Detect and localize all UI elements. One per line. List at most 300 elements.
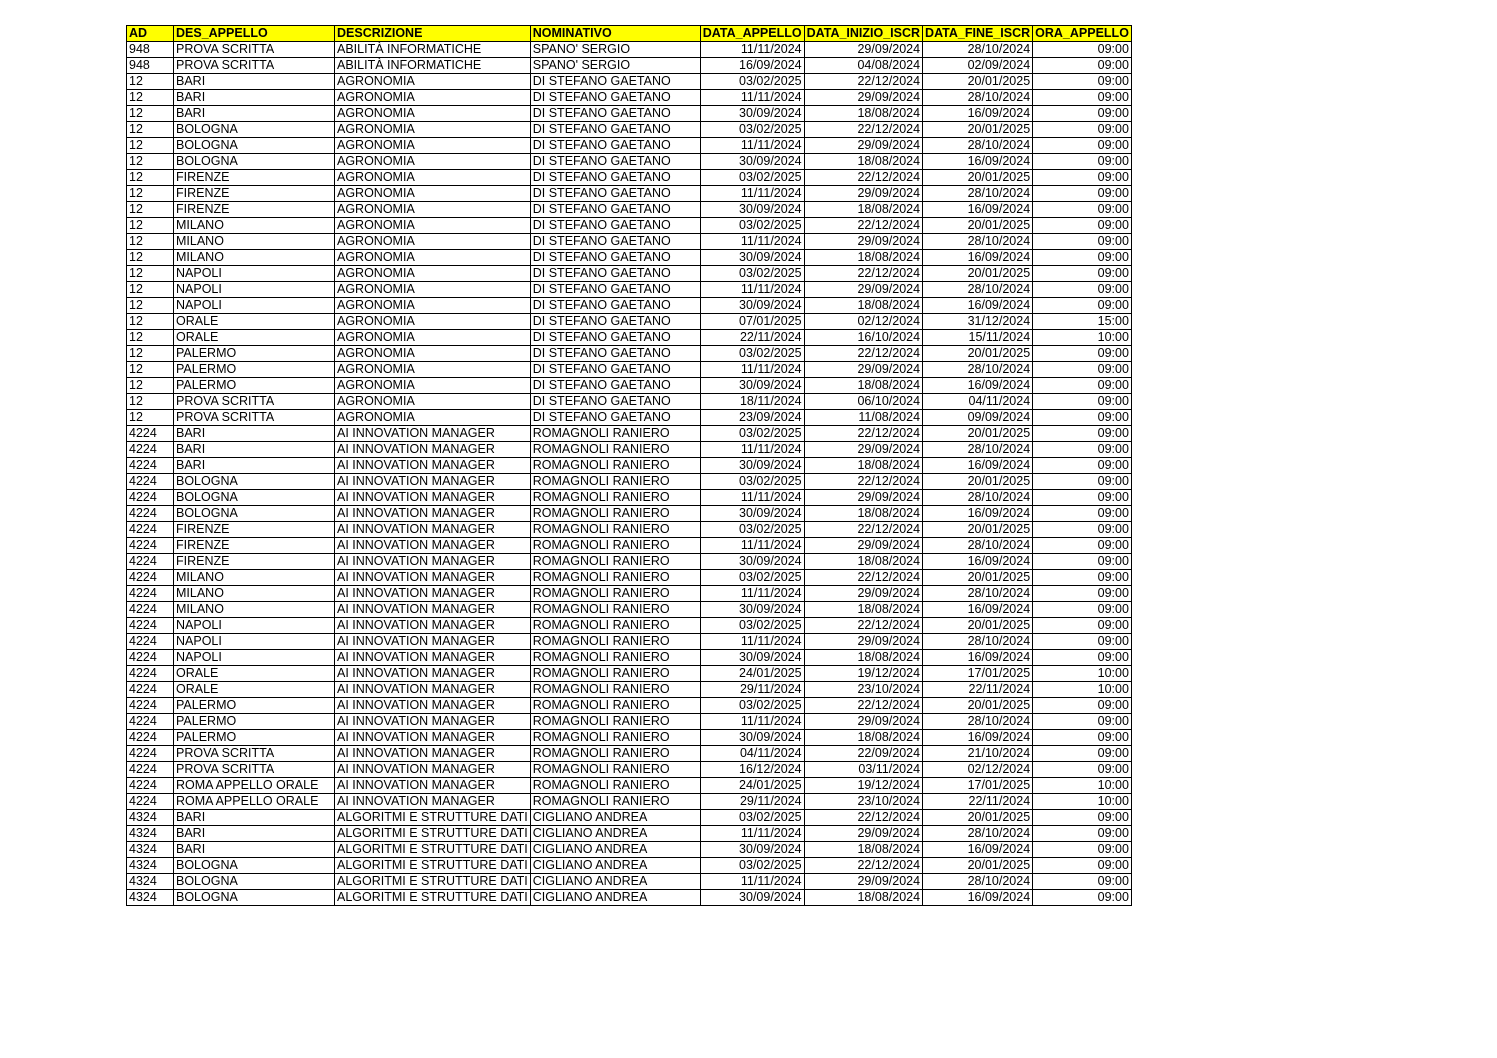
- des-appello-cell: MILANO: [174, 602, 335, 618]
- ad-cell: 12: [127, 394, 174, 410]
- ora-appello-cell: 09:00: [1033, 410, 1132, 426]
- data-inizio-iscr-cell: 18/08/2024: [804, 378, 922, 394]
- ora-appello-cell: 09:00: [1033, 362, 1132, 378]
- data-inizio-iscr-cell: 29/09/2024: [804, 442, 922, 458]
- ora-appello-cell: 09:00: [1033, 42, 1132, 58]
- ora-appello-cell: 09:00: [1033, 522, 1132, 538]
- des-appello-cell: PROVA SCRITTA: [174, 394, 335, 410]
- ora-appello-cell: 09:00: [1033, 842, 1132, 858]
- data-appello-cell: 03/02/2025: [700, 74, 804, 90]
- table-row: [127, 474, 1132, 490]
- des-appello-cell: BOLOGNA: [174, 154, 335, 170]
- ora-appello-cell: 09:00: [1033, 490, 1132, 506]
- table-row: [127, 74, 1132, 90]
- descrizione-cell: AI INNOVATION MANAGER: [335, 634, 531, 650]
- ora-appello-cell: 10:00: [1033, 666, 1132, 682]
- des-appello-cell: PROVA SCRITTA: [174, 58, 335, 74]
- data-appello-cell: 11/11/2024: [700, 538, 804, 554]
- data-fine-iscr-cell: 28/10/2024: [923, 186, 1033, 202]
- data-inizio-iscr-cell: 22/12/2024: [804, 426, 922, 442]
- des-appello-cell: BARI: [174, 426, 335, 442]
- data-fine-iscr-cell: 28/10/2024: [923, 442, 1033, 458]
- descrizione-cell: ABILITÀ INFORMATICHE: [335, 58, 531, 74]
- ad-cell: 4224: [127, 586, 174, 602]
- data-inizio-iscr-cell: 18/08/2024: [804, 154, 922, 170]
- data-fine-iscr-cell: 02/12/2024: [923, 762, 1033, 778]
- table-row: [127, 506, 1132, 522]
- nominativo-cell: DI STEFANO GAETANO: [530, 154, 700, 170]
- data-appello-cell: 30/09/2024: [700, 250, 804, 266]
- data-inizio-iscr-cell: 11/08/2024: [804, 410, 922, 426]
- des-appello-cell: NAPOLI: [174, 650, 335, 666]
- nominativo-cell: SPANO' SERGIO: [530, 58, 700, 74]
- data-fine-iscr-cell: 28/10/2024: [923, 586, 1033, 602]
- data-inizio-iscr-cell: 03/11/2024: [804, 762, 922, 778]
- data-fine-iscr-cell: 28/10/2024: [923, 138, 1033, 154]
- ad-cell: 4224: [127, 730, 174, 746]
- table-row: [127, 170, 1132, 186]
- ora-appello-cell: 09:00: [1033, 234, 1132, 250]
- data-inizio-iscr-cell: 29/09/2024: [804, 490, 922, 506]
- table-row: [127, 314, 1132, 330]
- data-appello-cell: 18/11/2024: [700, 394, 804, 410]
- des-appello-cell: NAPOLI: [174, 634, 335, 650]
- table-row: [127, 266, 1132, 282]
- ora-appello-cell: 09:00: [1033, 138, 1132, 154]
- ad-cell: 4224: [127, 570, 174, 586]
- data-inizio-iscr-cell: 18/08/2024: [804, 458, 922, 474]
- data-inizio-iscr-cell: 29/09/2024: [804, 714, 922, 730]
- col-header-des-appello: DES_APPELLO: [174, 26, 335, 42]
- ad-cell: 12: [127, 250, 174, 266]
- des-appello-cell: FIRENZE: [174, 186, 335, 202]
- descrizione-cell: AI INNOVATION MANAGER: [335, 554, 531, 570]
- data-fine-iscr-cell: 16/09/2024: [923, 106, 1033, 122]
- ad-cell: 12: [127, 282, 174, 298]
- ora-appello-cell: 09:00: [1033, 442, 1132, 458]
- table-row: [127, 650, 1132, 666]
- ad-cell: 12: [127, 330, 174, 346]
- table-row: [127, 762, 1132, 778]
- data-appello-cell: 30/09/2024: [700, 554, 804, 570]
- descrizione-cell: AGRONOMIA: [335, 234, 531, 250]
- ora-appello-cell: 09:00: [1033, 250, 1132, 266]
- nominativo-cell: ROMAGNOLI RANIERO: [530, 746, 700, 762]
- data-inizio-iscr-cell: 18/08/2024: [804, 650, 922, 666]
- ora-appello-cell: 09:00: [1033, 650, 1132, 666]
- data-inizio-iscr-cell: 29/09/2024: [804, 234, 922, 250]
- data-fine-iscr-cell: 28/10/2024: [923, 634, 1033, 650]
- des-appello-cell: PALERMO: [174, 362, 335, 378]
- col-header-descrizione: DESCRIZIONE: [335, 26, 531, 42]
- data-appello-cell: 11/11/2024: [700, 442, 804, 458]
- ora-appello-cell: 09:00: [1033, 602, 1132, 618]
- nominativo-cell: CIGLIANO ANDREA: [530, 874, 700, 890]
- descrizione-cell: AGRONOMIA: [335, 346, 531, 362]
- ora-appello-cell: 09:00: [1033, 810, 1132, 826]
- data-inizio-iscr-cell: 18/08/2024: [804, 842, 922, 858]
- data-fine-iscr-cell: 15/11/2024: [923, 330, 1033, 346]
- data-inizio-iscr-cell: 19/12/2024: [804, 666, 922, 682]
- ad-cell: 4324: [127, 874, 174, 890]
- nominativo-cell: ROMAGNOLI RANIERO: [530, 666, 700, 682]
- data-appello-cell: 03/02/2025: [700, 810, 804, 826]
- data-appello-cell: 03/02/2025: [700, 266, 804, 282]
- data-appello-cell: 11/11/2024: [700, 42, 804, 58]
- descrizione-cell: AI INNOVATION MANAGER: [335, 538, 531, 554]
- nominativo-cell: ROMAGNOLI RANIERO: [530, 426, 700, 442]
- table-row: [127, 858, 1132, 874]
- data-fine-iscr-cell: 16/09/2024: [923, 730, 1033, 746]
- ora-appello-cell: 09:00: [1033, 266, 1132, 282]
- ad-cell: 4224: [127, 474, 174, 490]
- ad-cell: 4324: [127, 826, 174, 842]
- nominativo-cell: DI STEFANO GAETANO: [530, 362, 700, 378]
- descrizione-cell: AI INNOVATION MANAGER: [335, 730, 531, 746]
- data-inizio-iscr-cell: 22/12/2024: [804, 810, 922, 826]
- table-row: [127, 570, 1132, 586]
- data-fine-iscr-cell: 28/10/2024: [923, 42, 1033, 58]
- nominativo-cell: CIGLIANO ANDREA: [530, 810, 700, 826]
- data-appello-cell: 03/02/2025: [700, 426, 804, 442]
- ad-cell: 12: [127, 362, 174, 378]
- ora-appello-cell: 09:00: [1033, 346, 1132, 362]
- data-appello-cell: 03/02/2025: [700, 522, 804, 538]
- descrizione-cell: AGRONOMIA: [335, 378, 531, 394]
- ora-appello-cell: 09:00: [1033, 474, 1132, 490]
- col-header-data-inizio-iscr: DATA_INIZIO_ISCR: [804, 26, 922, 42]
- ora-appello-cell: 09:00: [1033, 378, 1132, 394]
- table-row: [127, 890, 1132, 906]
- descrizione-cell: AGRONOMIA: [335, 362, 531, 378]
- des-appello-cell: MILANO: [174, 586, 335, 602]
- data-fine-iscr-cell: 16/09/2024: [923, 506, 1033, 522]
- ora-appello-cell: 09:00: [1033, 106, 1132, 122]
- des-appello-cell: PROVA SCRITTA: [174, 42, 335, 58]
- des-appello-cell: ORALE: [174, 666, 335, 682]
- data-inizio-iscr-cell: 18/08/2024: [804, 106, 922, 122]
- ad-cell: 4224: [127, 666, 174, 682]
- data-appello-cell: 03/02/2025: [700, 858, 804, 874]
- descrizione-cell: AI INNOVATION MANAGER: [335, 746, 531, 762]
- data-inizio-iscr-cell: 18/08/2024: [804, 298, 922, 314]
- descrizione-cell: AGRONOMIA: [335, 138, 531, 154]
- data-fine-iscr-cell: 20/01/2025: [923, 266, 1033, 282]
- data-fine-iscr-cell: 20/01/2025: [923, 170, 1033, 186]
- table-row: [127, 810, 1132, 826]
- data-fine-iscr-cell: 21/10/2024: [923, 746, 1033, 762]
- ora-appello-cell: 10:00: [1033, 682, 1132, 698]
- data-fine-iscr-cell: 28/10/2024: [923, 874, 1033, 890]
- ad-cell: 12: [127, 378, 174, 394]
- des-appello-cell: PROVA SCRITTA: [174, 746, 335, 762]
- nominativo-cell: CIGLIANO ANDREA: [530, 826, 700, 842]
- nominativo-cell: DI STEFANO GAETANO: [530, 186, 700, 202]
- data-appello-cell: 16/12/2024: [700, 762, 804, 778]
- des-appello-cell: ORALE: [174, 314, 335, 330]
- table-row: [127, 682, 1132, 698]
- data-inizio-iscr-cell: 22/12/2024: [804, 170, 922, 186]
- data-appello-cell: 30/09/2024: [700, 842, 804, 858]
- data-inizio-iscr-cell: 23/10/2024: [804, 682, 922, 698]
- nominativo-cell: ROMAGNOLI RANIERO: [530, 554, 700, 570]
- des-appello-cell: BARI: [174, 826, 335, 842]
- ad-cell: 12: [127, 138, 174, 154]
- data-fine-iscr-cell: 16/09/2024: [923, 154, 1033, 170]
- data-inizio-iscr-cell: 22/12/2024: [804, 522, 922, 538]
- table-row: [127, 538, 1132, 554]
- ora-appello-cell: 09:00: [1033, 698, 1132, 714]
- ora-appello-cell: 09:00: [1033, 746, 1132, 762]
- table-row: [127, 362, 1132, 378]
- descrizione-cell: AGRONOMIA: [335, 202, 531, 218]
- ad-cell: 12: [127, 154, 174, 170]
- nominativo-cell: ROMAGNOLI RANIERO: [530, 586, 700, 602]
- ad-cell: 4224: [127, 714, 174, 730]
- data-appello-cell: 30/09/2024: [700, 506, 804, 522]
- ad-cell: 948: [127, 42, 174, 58]
- data-appello-cell: 24/01/2025: [700, 666, 804, 682]
- data-fine-iscr-cell: 17/01/2025: [923, 778, 1033, 794]
- ad-cell: 12: [127, 218, 174, 234]
- data-fine-iscr-cell: 16/09/2024: [923, 378, 1033, 394]
- data-appello-cell: 29/11/2024: [700, 794, 804, 810]
- descrizione-cell: AGRONOMIA: [335, 314, 531, 330]
- data-inizio-iscr-cell: 18/08/2024: [804, 602, 922, 618]
- data-inizio-iscr-cell: 02/12/2024: [804, 314, 922, 330]
- ad-cell: 4224: [127, 442, 174, 458]
- nominativo-cell: DI STEFANO GAETANO: [530, 410, 700, 426]
- data-appello-cell: 24/01/2025: [700, 778, 804, 794]
- table-row: [127, 778, 1132, 794]
- nominativo-cell: DI STEFANO GAETANO: [530, 234, 700, 250]
- data-inizio-iscr-cell: 29/09/2024: [804, 826, 922, 842]
- ad-cell: 12: [127, 266, 174, 282]
- data-fine-iscr-cell: 20/01/2025: [923, 218, 1033, 234]
- data-inizio-iscr-cell: 04/08/2024: [804, 58, 922, 74]
- ad-cell: 12: [127, 90, 174, 106]
- data-inizio-iscr-cell: 18/08/2024: [804, 730, 922, 746]
- nominativo-cell: DI STEFANO GAETANO: [530, 122, 700, 138]
- data-fine-iscr-cell: 20/01/2025: [923, 522, 1033, 538]
- table-row: [127, 250, 1132, 266]
- ad-cell: 4224: [127, 762, 174, 778]
- descrizione-cell: AI INNOVATION MANAGER: [335, 682, 531, 698]
- des-appello-cell: PALERMO: [174, 698, 335, 714]
- nominativo-cell: DI STEFANO GAETANO: [530, 90, 700, 106]
- nominativo-cell: DI STEFANO GAETANO: [530, 74, 700, 90]
- data-appello-cell: 07/01/2025: [700, 314, 804, 330]
- nominativo-cell: DI STEFANO GAETANO: [530, 106, 700, 122]
- ora-appello-cell: 09:00: [1033, 298, 1132, 314]
- ad-cell: 12: [127, 122, 174, 138]
- descrizione-cell: AI INNOVATION MANAGER: [335, 650, 531, 666]
- data-appello-cell: 16/09/2024: [700, 58, 804, 74]
- data-inizio-iscr-cell: 29/09/2024: [804, 90, 922, 106]
- data-appello-cell: 29/11/2024: [700, 682, 804, 698]
- table-row: [127, 234, 1132, 250]
- descrizione-cell: AI INNOVATION MANAGER: [335, 570, 531, 586]
- descrizione-cell: AGRONOMIA: [335, 266, 531, 282]
- des-appello-cell: BOLOGNA: [174, 874, 335, 890]
- data-appello-cell: 03/02/2025: [700, 570, 804, 586]
- data-fine-iscr-cell: 20/01/2025: [923, 810, 1033, 826]
- data-fine-iscr-cell: 22/11/2024: [923, 794, 1033, 810]
- des-appello-cell: BOLOGNA: [174, 474, 335, 490]
- ad-cell: 4324: [127, 810, 174, 826]
- ora-appello-cell: 10:00: [1033, 330, 1132, 346]
- col-header-ora-appello: ORA_APPELLO: [1033, 26, 1132, 42]
- data-fine-iscr-cell: 04/11/2024: [923, 394, 1033, 410]
- table-body: [127, 42, 1132, 906]
- ad-cell: 12: [127, 234, 174, 250]
- table-row: [127, 874, 1132, 890]
- ad-cell: 4224: [127, 554, 174, 570]
- data-inizio-iscr-cell: 18/08/2024: [804, 250, 922, 266]
- des-appello-cell: FIRENZE: [174, 202, 335, 218]
- data-inizio-iscr-cell: 22/12/2024: [804, 698, 922, 714]
- data-fine-iscr-cell: 16/09/2024: [923, 202, 1033, 218]
- nominativo-cell: ROMAGNOLI RANIERO: [530, 570, 700, 586]
- des-appello-cell: FIRENZE: [174, 522, 335, 538]
- table-row: [127, 730, 1132, 746]
- ad-cell: 4224: [127, 490, 174, 506]
- des-appello-cell: MILANO: [174, 250, 335, 266]
- data-fine-iscr-cell: 28/10/2024: [923, 282, 1033, 298]
- des-appello-cell: PALERMO: [174, 378, 335, 394]
- data-appello-cell: 03/02/2025: [700, 346, 804, 362]
- data-fine-iscr-cell: 20/01/2025: [923, 618, 1033, 634]
- data-fine-iscr-cell: 16/09/2024: [923, 602, 1033, 618]
- table-row: [127, 90, 1132, 106]
- data-fine-iscr-cell: 20/01/2025: [923, 122, 1033, 138]
- ora-appello-cell: 09:00: [1033, 874, 1132, 890]
- table-row: [127, 714, 1132, 730]
- data-inizio-iscr-cell: 29/09/2024: [804, 138, 922, 154]
- table-row: [127, 186, 1132, 202]
- data-fine-iscr-cell: 28/10/2024: [923, 490, 1033, 506]
- ora-appello-cell: 09:00: [1033, 122, 1132, 138]
- table-row: [127, 634, 1132, 650]
- data-appello-cell: 30/09/2024: [700, 730, 804, 746]
- descrizione-cell: ALGORITMI E STRUTTURE DATI: [335, 842, 531, 858]
- descrizione-cell: ALGORITMI E STRUTTURE DATI: [335, 874, 531, 890]
- ora-appello-cell: 09:00: [1033, 90, 1132, 106]
- ad-cell: 4224: [127, 458, 174, 474]
- ad-cell: 4224: [127, 682, 174, 698]
- data-appello-cell: 03/02/2025: [700, 170, 804, 186]
- ora-appello-cell: 09:00: [1033, 618, 1132, 634]
- descrizione-cell: AI INNOVATION MANAGER: [335, 618, 531, 634]
- data-inizio-iscr-cell: 22/12/2024: [804, 218, 922, 234]
- data-appello-cell: 11/11/2024: [700, 586, 804, 602]
- des-appello-cell: NAPOLI: [174, 282, 335, 298]
- table-row: [127, 618, 1132, 634]
- data-fine-iscr-cell: 28/10/2024: [923, 362, 1033, 378]
- data-inizio-iscr-cell: 23/10/2024: [804, 794, 922, 810]
- descrizione-cell: AGRONOMIA: [335, 410, 531, 426]
- data-fine-iscr-cell: 16/09/2024: [923, 650, 1033, 666]
- data-fine-iscr-cell: 09/09/2024: [923, 410, 1033, 426]
- descrizione-cell: ALGORITMI E STRUTTURE DATI: [335, 890, 531, 906]
- data-appello-cell: 11/11/2024: [700, 634, 804, 650]
- ad-cell: 4224: [127, 650, 174, 666]
- data-appello-cell: 30/09/2024: [700, 154, 804, 170]
- nominativo-cell: ROMAGNOLI RANIERO: [530, 474, 700, 490]
- descrizione-cell: AGRONOMIA: [335, 250, 531, 266]
- nominativo-cell: DI STEFANO GAETANO: [530, 346, 700, 362]
- table-row: [127, 218, 1132, 234]
- data-fine-iscr-cell: 28/10/2024: [923, 90, 1033, 106]
- data-appello-cell: 03/02/2025: [700, 618, 804, 634]
- des-appello-cell: BARI: [174, 458, 335, 474]
- descrizione-cell: AI INNOVATION MANAGER: [335, 698, 531, 714]
- data-fine-iscr-cell: 28/10/2024: [923, 234, 1033, 250]
- des-appello-cell: BARI: [174, 74, 335, 90]
- data-fine-iscr-cell: 28/10/2024: [923, 826, 1033, 842]
- data-appello-cell: 03/02/2025: [700, 122, 804, 138]
- data-inizio-iscr-cell: 16/10/2024: [804, 330, 922, 346]
- nominativo-cell: DI STEFANO GAETANO: [530, 298, 700, 314]
- descrizione-cell: AI INNOVATION MANAGER: [335, 522, 531, 538]
- table-row: [127, 426, 1132, 442]
- data-inizio-iscr-cell: 22/12/2024: [804, 346, 922, 362]
- data-inizio-iscr-cell: 06/10/2024: [804, 394, 922, 410]
- table-row: [127, 394, 1132, 410]
- data-fine-iscr-cell: 31/12/2024: [923, 314, 1033, 330]
- data-appello-cell: 30/09/2024: [700, 202, 804, 218]
- ad-cell: 12: [127, 186, 174, 202]
- data-appello-cell: 11/11/2024: [700, 138, 804, 154]
- col-header-data-fine-iscr: DATA_FINE_ISCR: [923, 26, 1033, 42]
- ad-cell: 12: [127, 202, 174, 218]
- ora-appello-cell: 09:00: [1033, 890, 1132, 906]
- ad-cell: 12: [127, 314, 174, 330]
- table-row: [127, 826, 1132, 842]
- table-row: [127, 106, 1132, 122]
- ora-appello-cell: 09:00: [1033, 218, 1132, 234]
- des-appello-cell: BARI: [174, 90, 335, 106]
- descrizione-cell: AGRONOMIA: [335, 170, 531, 186]
- descrizione-cell: AI INNOVATION MANAGER: [335, 458, 531, 474]
- des-appello-cell: NAPOLI: [174, 266, 335, 282]
- ora-appello-cell: 09:00: [1033, 762, 1132, 778]
- nominativo-cell: DI STEFANO GAETANO: [530, 314, 700, 330]
- nominativo-cell: DI STEFANO GAETANO: [530, 218, 700, 234]
- data-fine-iscr-cell: 22/11/2024: [923, 682, 1033, 698]
- descrizione-cell: AGRONOMIA: [335, 330, 531, 346]
- nominativo-cell: ROMAGNOLI RANIERO: [530, 442, 700, 458]
- ad-cell: 4224: [127, 698, 174, 714]
- descrizione-cell: AI INNOVATION MANAGER: [335, 714, 531, 730]
- data-fine-iscr-cell: 20/01/2025: [923, 570, 1033, 586]
- descrizione-cell: AI INNOVATION MANAGER: [335, 474, 531, 490]
- descrizione-cell: AI INNOVATION MANAGER: [335, 762, 531, 778]
- ora-appello-cell: 09:00: [1033, 58, 1132, 74]
- table-row: [127, 378, 1132, 394]
- data-appello-cell: 22/11/2024: [700, 330, 804, 346]
- nominativo-cell: ROMAGNOLI RANIERO: [530, 618, 700, 634]
- data-inizio-iscr-cell: 29/09/2024: [804, 586, 922, 602]
- ora-appello-cell: 10:00: [1033, 778, 1132, 794]
- data-fine-iscr-cell: 20/01/2025: [923, 346, 1033, 362]
- ora-appello-cell: 09:00: [1033, 426, 1132, 442]
- data-inizio-iscr-cell: 22/12/2024: [804, 618, 922, 634]
- data-fine-iscr-cell: 28/10/2024: [923, 714, 1033, 730]
- data-fine-iscr-cell: 16/09/2024: [923, 458, 1033, 474]
- data-fine-iscr-cell: 20/01/2025: [923, 698, 1033, 714]
- des-appello-cell: MILANO: [174, 570, 335, 586]
